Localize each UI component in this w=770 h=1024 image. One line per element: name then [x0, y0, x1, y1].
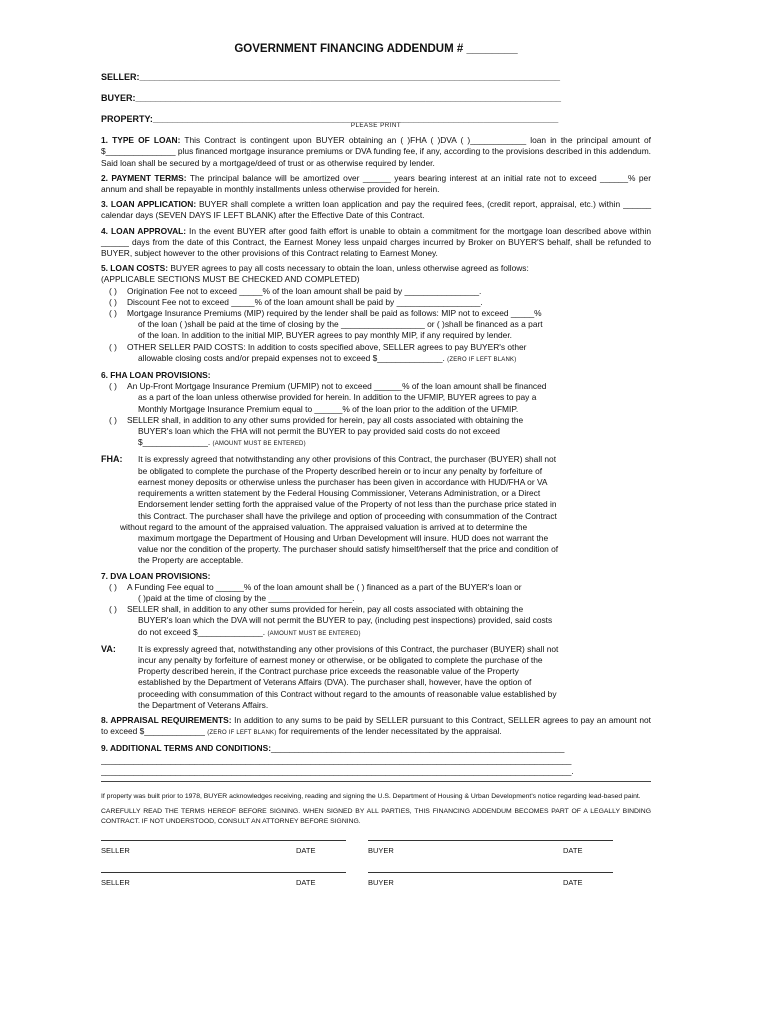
item-text: A Funding Fee equal to ______% of the loan amount shall be ( ) financed as a part of the BUYER's loan or — [127, 581, 522, 592]
clause-line: earnest money deposits or otherwise unless the purchaser has been given in accordance with HUD/FHA or VA — [138, 476, 548, 487]
section-type-of-loan — [101, 135, 651, 169]
section-heading: 8. APPRAISAL REQUIREMENTS: — [101, 714, 232, 725]
section-text: BUYER agrees to pay all costs necessary to obtain the loan, unless otherwise agreed as follows: — [170, 263, 529, 274]
fha-clause — [101, 454, 651, 566]
item-text: SELLER shall, in addition to any other sums provided for herein, pay all costs associated with obtaining the — [127, 414, 524, 425]
blank-line: _____________________________________________________________________________________________________ — [101, 754, 572, 765]
checkbox[interactable]: ( ) — [109, 604, 117, 615]
item-text: Mortgage Insurance Premiums (MIP) required by the lender shall be paid as follows: MIP not to exceed _____% — [127, 308, 542, 319]
item-text-continued: as a part of the loan unless otherwise provided for herein. In addition to the UFMIP, BUYER agrees to pay a — [138, 392, 537, 403]
seller-label: SELLER — [101, 878, 130, 888]
clause-line: value nor the condition of the property. The purchaser should satisfy himself/herself that the price and condition of — [138, 544, 559, 555]
checkbox-item — [101, 415, 651, 426]
small-note: (ZERO IF LEFT BLANK) — [447, 356, 517, 363]
buyer-field-text: BUYER:_____________________________________________________________________________________ — [101, 93, 561, 104]
section-heading: 9. ADDITIONAL TERMS AND CONDITIONS: — [101, 743, 271, 754]
section-heading: 4. LOAN APPROVAL: — [101, 225, 187, 236]
item-text-continued — [101, 353, 651, 366]
clause-label: VA: — [101, 643, 116, 654]
section-additional-terms[interactable] — [101, 743, 651, 777]
item-text: Discount Fee not to exceed _____% of the loan amount shall be paid by __________________. — [127, 296, 483, 307]
clause-line: It is expressly agreed that notwithstanding any other provisions of this Contract, the purchaser (BUYER) shall not — [138, 454, 557, 465]
section-text: BUYER shall complete a written loan application and pay the required fees, (credit report, appraisal, etc.) within ______ calendar days (SEVEN DAYS IF LEFT BLANK) after the Effective Date of this Contract. — [101, 199, 652, 221]
small-note: (AMOUNT MUST BE ENTERED) — [267, 630, 361, 637]
item-text: do not exceed $______________. — [138, 626, 266, 637]
item-text: Origination Fee not to exceed _____% of the loan amount shall be paid by ________________. — [127, 285, 482, 296]
checkbox[interactable]: ( ) — [109, 414, 117, 425]
item-text-continued: BUYER's loan which the DVA will not permit the BUYER to pay, (including pest inspections) provided, said costs — [138, 615, 553, 626]
buyer-label: BUYER — [368, 846, 394, 856]
clause-line: incur any penalty by forfeiture of earnest money or otherwise, or be obligated to complete the purchase of the — [138, 654, 543, 665]
blank-line: _____________________________________________________________________________________________________. — [101, 765, 574, 776]
buyer-signature-line[interactable] — [368, 840, 613, 841]
clause-line: be obligated to complete the purchase of the Property described herein or to incur any penalty by forfeiture of — [138, 465, 543, 476]
clause-line: this Contract. The purchaser shall have the privilege and option of proceeding with consummation of the Contract — [138, 510, 557, 521]
item-text: An Up-Front Mortgage Insurance Premium (UFMIP) not to exceed ______% of the loan amount shall be financed — [127, 381, 547, 392]
checkbox[interactable]: ( ) — [109, 296, 117, 307]
section-text: The principal balance will be amortized over ______ years bearing interest at an initial rate not to exceed ______% per annum and shall be repayable in monthly installments unless otherwise provided for herein. — [101, 172, 651, 195]
seller-field[interactable] — [101, 72, 651, 93]
property-field-text: PROPERTY:_________________________________________________________________________________ — [101, 114, 559, 125]
clause-line: established by the Department of Veterans Affairs (DVA). The purchaser shall, however, have the option of — [138, 677, 532, 688]
seller-signature-line[interactable] — [101, 840, 346, 841]
clause-line: It is expressly agreed that, notwithstanding any other provisions of this Contract, the purchaser (BUYER) shall not — [138, 643, 559, 654]
section-text: In addition to any sums to be paid by SELLER pursuant to this Contract, SELLER agrees to pay an amount not to exceed $_____________ — [101, 714, 652, 737]
item-text-continued: of the loan ( )shall be paid at the time of closing by the __________________ or ( )shall be financed as a part — [138, 319, 543, 330]
section-appraisal — [101, 715, 651, 739]
section-fha-provisions — [101, 370, 651, 450]
clause-line: Endorsement lender setting forth the appraised value of the Property of not less than the purchase price stated in — [138, 499, 557, 510]
section-heading: 7. DVA LOAN PROVISIONS: — [101, 570, 211, 581]
clause-body — [120, 454, 651, 566]
seller-label: SELLER — [101, 846, 130, 856]
clause-line: requirements a written statement by the Federal Housing Commissioner, Veterans Administration, or a Direct — [138, 488, 541, 499]
item-text-continued: ( )paid at the time of closing by the __________________. — [138, 592, 355, 603]
item-text-continued: BUYER's loan which the FHA will not permit the BUYER to pay provided said costs do not exceed — [138, 426, 500, 437]
item-text: OTHER SELLER PAID COSTS: In addition to costs specified above, SELLER agrees to pay BUYER's other — [127, 341, 527, 352]
va-clause — [101, 644, 651, 711]
section-heading: 2. PAYMENT TERMS: — [101, 172, 187, 183]
checkbox-item — [101, 582, 651, 593]
please-print-note: PLEASE PRINT — [350, 122, 402, 130]
checkbox-item — [101, 308, 651, 319]
clause-line: Property described herein, if the Contract purchase price exceeds the reasonable value of the Property — [138, 666, 519, 677]
section-loan-costs — [101, 263, 651, 366]
section-loan-approval — [101, 226, 651, 260]
blank-line: _______________________________________________________________ — [270, 743, 565, 754]
item-text: allowable closing costs and/or prepaid expenses not to exceed $______________. — [138, 352, 445, 363]
buyer-label: BUYER — [368, 878, 394, 888]
buyer-field[interactable] — [101, 93, 651, 114]
small-note: (ZERO IF LEFT BLANK) — [207, 730, 277, 737]
section-dva-provisions — [101, 571, 651, 640]
checkbox-item — [101, 604, 651, 615]
clause-body — [138, 644, 651, 711]
section-text: This Contract is contingent upon BUYER obtaining an ( )FHA ( )DVA ( )____________ loan in the principal amount of $_______________ plus financed mortgage insurance premiums or DVA funding fee, if any, according to the provisions described in this addendum. Said loan shall be secured by a mortgage/deed of trust or as otherwise required by lender. — [101, 135, 651, 168]
date-label: DATE — [296, 878, 316, 888]
item-text: $______________. — [138, 437, 211, 448]
section-heading: 1. TYPE OF LOAN: — [101, 135, 181, 146]
checkbox[interactable]: ( ) — [109, 308, 117, 319]
clause-line: proceeding with consummation of this Contract without regard to the amounts of reasonable value established by — [138, 688, 557, 699]
section-heading: 6. FHA LOAN PROVISIONS: — [101, 370, 211, 381]
section-heading: 3. LOAN APPLICATION: — [101, 199, 197, 210]
seller-field-text: SELLER:____________________________________________________________________________________ — [101, 72, 560, 83]
checkbox[interactable]: ( ) — [109, 381, 117, 392]
date-label: DATE — [563, 878, 583, 888]
checkbox[interactable]: ( ) — [109, 341, 117, 352]
item-text-continued — [101, 437, 651, 450]
checkbox-item — [101, 297, 651, 308]
divider — [101, 781, 651, 782]
item-text: SELLER shall, in addition to any other sums provided for herein, pay all costs associated with obtaining the — [127, 604, 524, 615]
checkbox[interactable]: ( ) — [109, 285, 117, 296]
small-note: (AMOUNT MUST BE ENTERED) — [212, 441, 306, 448]
signature-row — [101, 840, 651, 872]
clause-line: maximum mortgage the Department of Housing and Urban Development will insure. HUD does not warrant the — [138, 532, 549, 543]
section-text: for requirements of the lender necessitated by the appraisal. — [278, 726, 502, 737]
checkbox[interactable]: ( ) — [109, 581, 117, 592]
document-title: GOVERNMENT FINANCING ADDENDUM # ________ — [234, 43, 518, 55]
date-label: DATE — [296, 846, 316, 856]
addendum-page — [101, 44, 651, 904]
lead-paint-note: If property was built prior to 1978, BUYER acknowledges receiving, reading and signing the U.S. Department of Housing & Urban Development's notice regarding lead-based paint. — [101, 792, 641, 800]
clause-line: the Property are acceptable. — [138, 555, 244, 566]
item-text-continued — [101, 627, 651, 640]
date-label: DATE — [563, 846, 583, 856]
section-subheading: (APPLICABLE SECTIONS MUST BE CHECKED AND COMPLETED) — [101, 274, 360, 285]
checkbox-item — [101, 381, 651, 392]
buyer-signature-line[interactable] — [368, 872, 613, 873]
clause-label: FHA: — [101, 454, 123, 465]
item-text-continued: Monthly Mortgage Insurance Premium equal to ______% of the loan prior to the addition of the UFMIP. — [138, 403, 519, 414]
section-text: In the event BUYER after good faith effort is unable to obtain a commitment for the mortgage loan described above within ______ days from the date of this Contract, the Earnest Money less unpaid charges incurred by Broker on BUYER'S behalf, shall be refunded to BUYER, subject however to the other provisions of this Contract relating to Earnest Money. — [101, 225, 651, 259]
clause-line: the Department of Veterans Affairs. — [138, 699, 269, 710]
signature-row — [101, 872, 651, 904]
checkbox-item — [101, 286, 651, 297]
clause-line: without regard to the amount of the appraised valuation. The appraised valuation is arrived at to determine the — [120, 521, 528, 532]
signing-notice: CAREFULLY READ THE TERMS HEREOF BEFORE SIGNING. WHEN SIGNED BY ALL PARTIES, THIS FINANCING ADDENDUM BECOMES PART OF A LEGALLY BINDING CONTRACT. IF NOT UNDERSTOOD, CONSULT AN ATTORNEY BEFORE SIGNING. — [101, 808, 651, 825]
section-payment-terms — [101, 173, 651, 195]
seller-signature-line[interactable] — [101, 872, 346, 873]
section-heading: 5. LOAN COSTS: — [101, 263, 169, 274]
checkbox-item — [101, 342, 651, 353]
item-text-continued: of the loan. In addition to the initial MIP, BUYER agrees to pay monthly MIP, if any required by lender. — [138, 330, 512, 341]
section-loan-application — [101, 199, 651, 221]
